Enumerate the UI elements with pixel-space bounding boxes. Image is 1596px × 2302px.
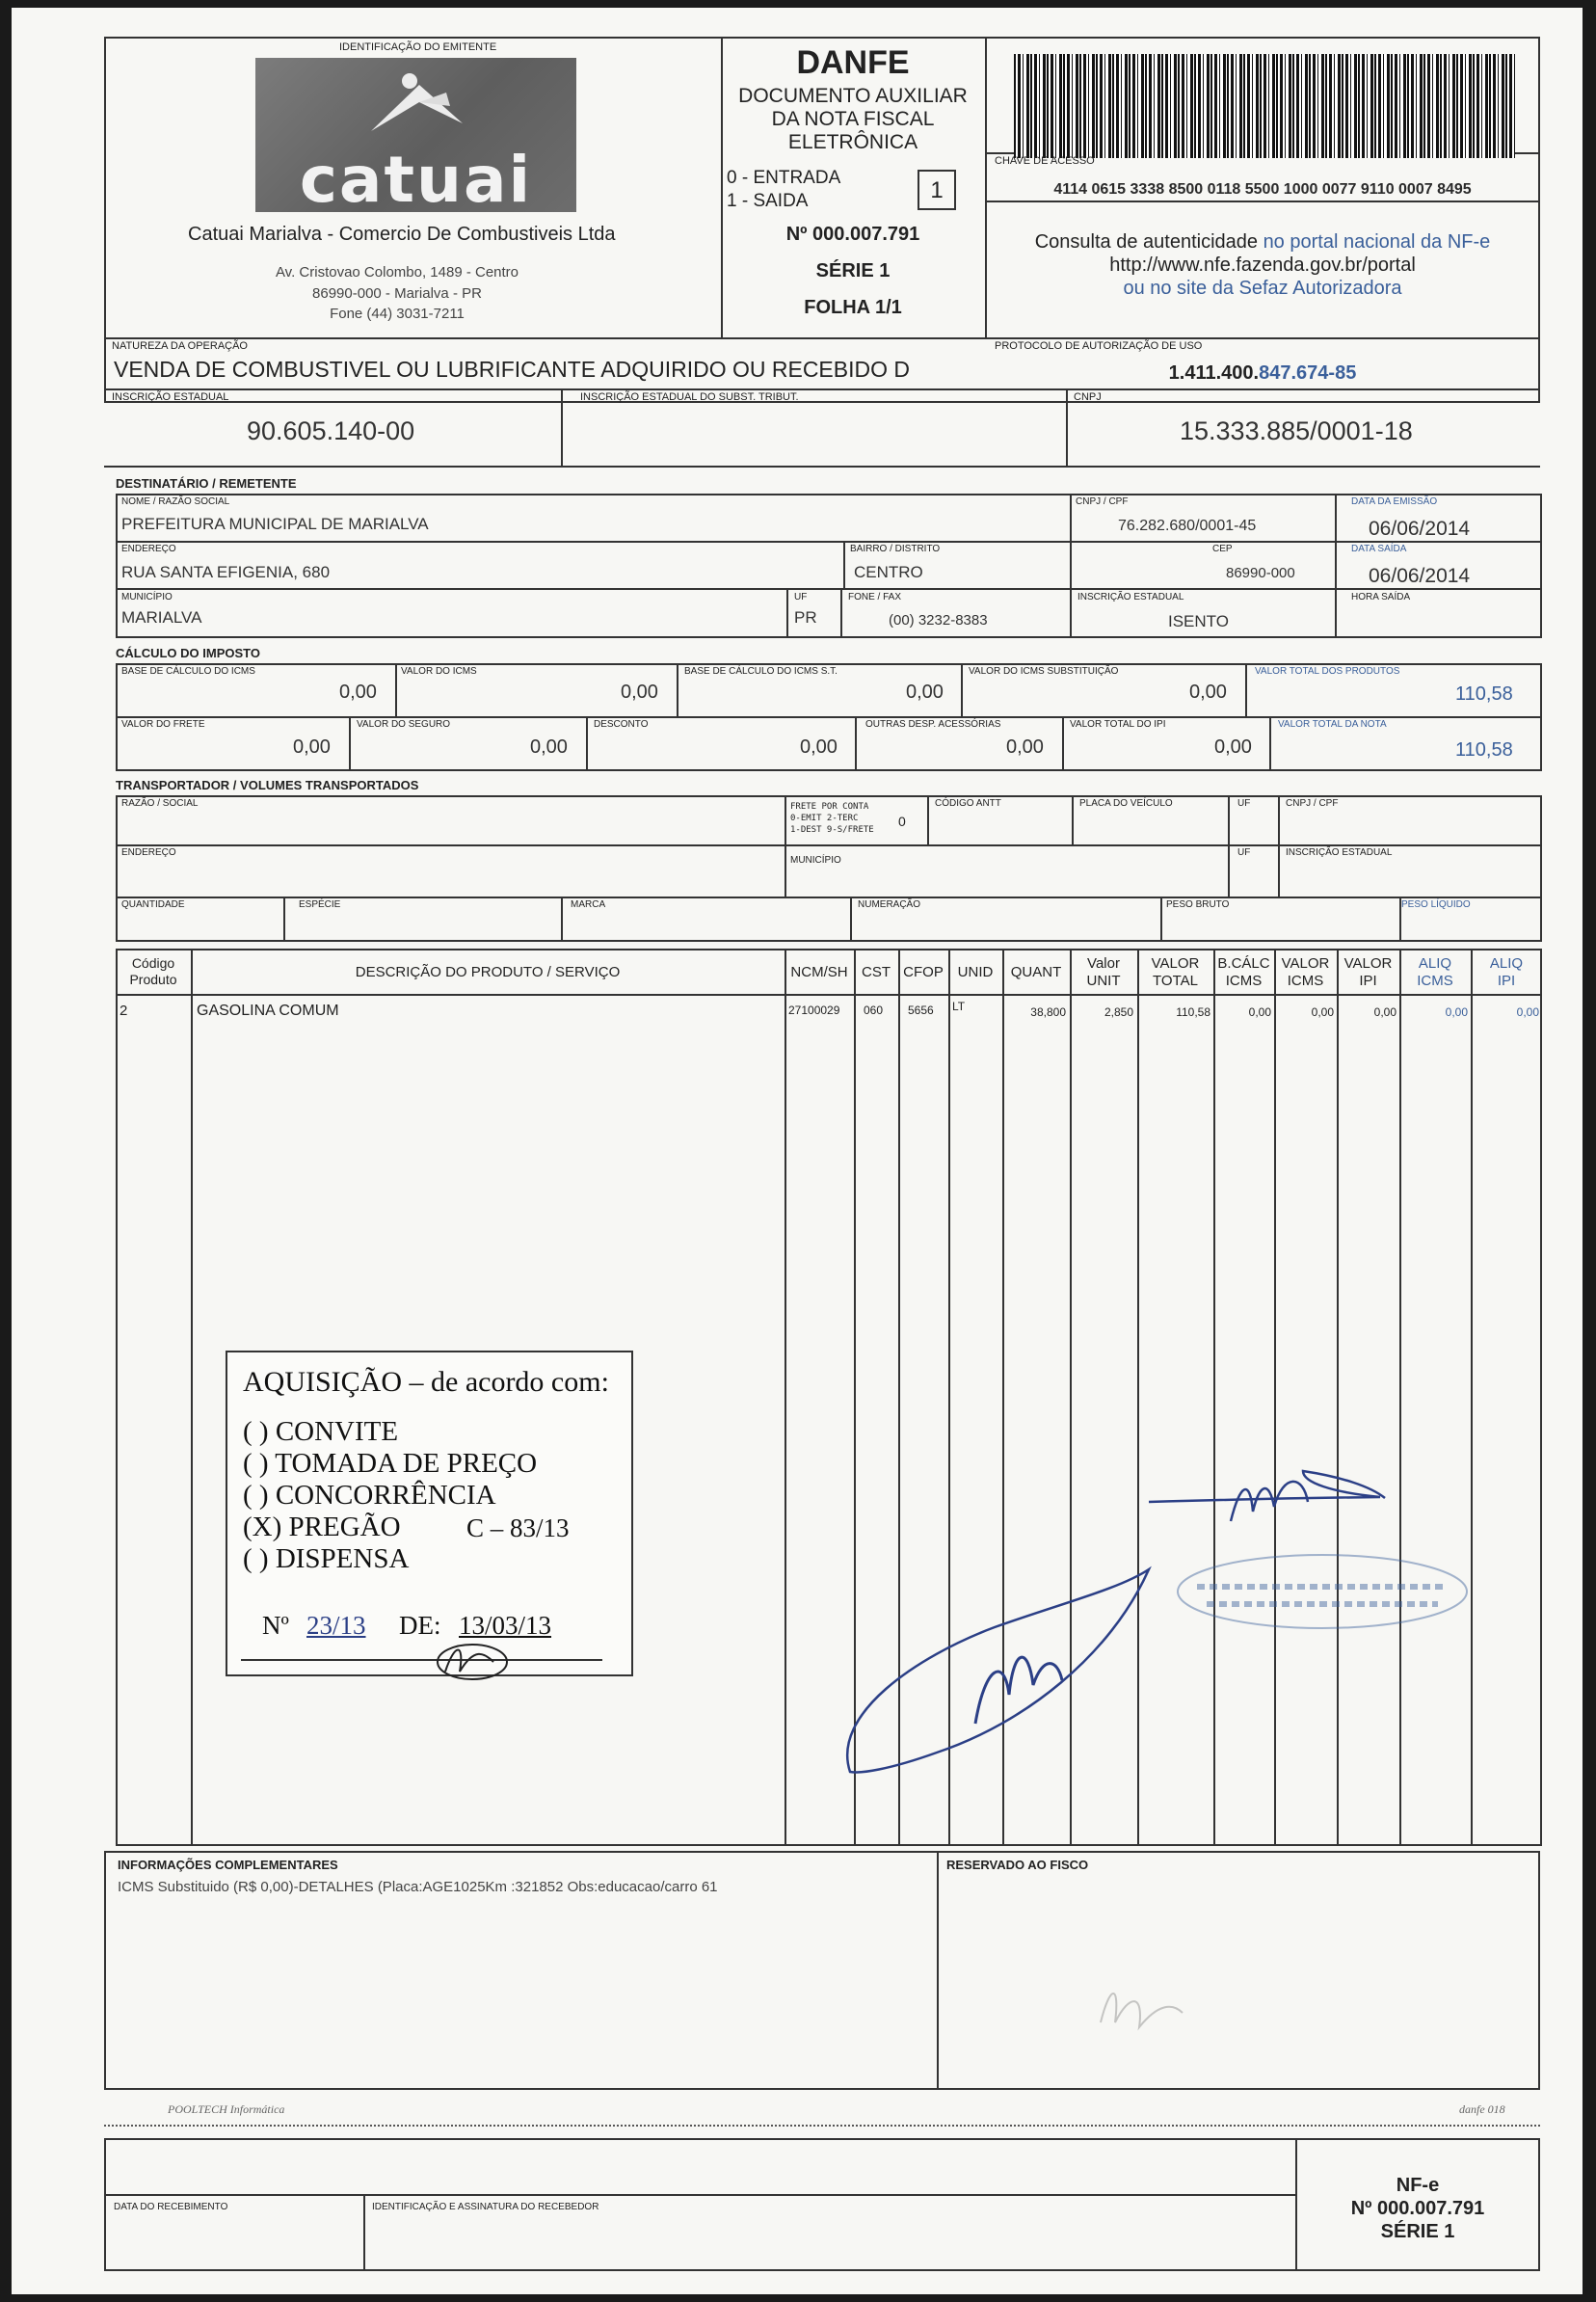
transp-uf2-label: UF [1237, 847, 1251, 858]
imp-base-icms-label: BASE DE CÁLCULO DO ICMS [121, 666, 255, 677]
imp-icms-st-value: 0,00 [1189, 682, 1227, 703]
danfe-title: DANFE [796, 44, 910, 81]
transp-numeracao-label: NUMERAÇÃO [858, 899, 921, 910]
dest-ie-value: ISENTO [1168, 612, 1229, 630]
danfe-serie: SÉRIE 1 [815, 260, 891, 281]
consulta-line-3: ou no site da Sefaz Autorizadora [1123, 278, 1402, 299]
transp-peso-bruto-label: PESO BRUTO [1166, 899, 1230, 910]
cnpj-value: 15.333.885/0001-18 [1180, 416, 1413, 445]
emitente-address-1: Av. Cristovao Colombo, 1489 - Centro [275, 264, 519, 281]
assinatura-label: IDENTIFICAÇÃO E ASSINATURA DO RECEBEDOR [372, 2202, 599, 2212]
col-vicms-1: VALOR [1281, 955, 1330, 972]
transp-frete-line-3: 1-DEST 9-S/FRETE [790, 825, 874, 835]
transp-endereco-label: ENDEREÇO [121, 847, 176, 858]
dest-bairro-label: BAIRRO / DISTRITO [850, 544, 941, 554]
row-vtotal: 110,58 [1176, 1005, 1210, 1019]
dest-municipio-value: MARIALVA [121, 608, 202, 627]
imp-outras-value: 0,00 [1006, 736, 1044, 758]
emitente-section-label: IDENTIFICAÇÃO DO EMITENTE [339, 41, 497, 53]
dest-cnpj-label: CNPJ / CPF [1076, 496, 1129, 507]
danfe-subtitle-1: DOCUMENTO AUXILIAR [738, 85, 968, 107]
consulta-url: http://www.nfe.fazenda.gov.br/portal [1109, 254, 1416, 276]
dest-bairro-value: CENTRO [854, 563, 923, 581]
transp-frete-line-1: FRETE POR CONTA [790, 802, 869, 812]
fisco-label: RESERVADO AO FISCO [946, 1858, 1089, 1872]
imp-total-ipi-label: VALOR TOTAL DO IPI [1070, 719, 1166, 730]
imp-total-nota-value: 110,58 [1455, 739, 1513, 761]
complementares-label: INFORMAÇÕES COMPLEMENTARES [118, 1858, 338, 1872]
col-descricao: DESCRIÇÃO DO PRODUTO / SERVIÇO [355, 964, 621, 980]
nfe-serie: SÉRIE 1 [1380, 2221, 1455, 2242]
imp-total-nota-label: VALOR TOTAL DA NOTA [1278, 719, 1387, 730]
col-vipi-1: VALOR [1343, 955, 1393, 972]
col-aliqipi-2: IPI [1497, 973, 1516, 989]
row-aliqicms: 0,00 [1445, 1005, 1468, 1019]
imposto-section-label: CÁLCULO DO IMPOSTO [116, 646, 260, 660]
imp-base-st-label: BASE DE CÁLCULO DO ICMS S.T. [684, 666, 838, 677]
transp-razao-label: RAZÃO / SOCIAL [121, 798, 199, 809]
protocolo-value-a: 1.411.400. [1168, 362, 1260, 384]
ie-label: INSCRIÇÃO ESTADUAL [112, 391, 229, 403]
dest-saida-value: 06/06/2014 [1369, 565, 1471, 587]
dest-hora-label: HORA SAÍDA [1351, 592, 1411, 602]
col-vipi-2: IPI [1359, 973, 1377, 989]
dest-saida-label: DATA SAÍDA [1351, 544, 1407, 554]
stamp-data-value: 13/03/13 [459, 1611, 552, 1640]
row-bcicms: 0,00 [1248, 1005, 1271, 1019]
dest-fone-value: (00) 3232-8383 [889, 612, 988, 629]
col-unid: UNID [957, 964, 994, 980]
danfe-modelo: danfe 018 [1459, 2102, 1505, 2116]
dest-municipio-label: MUNICÍPIO [121, 592, 173, 602]
imp-seguro-label: VALOR DO SEGURO [357, 719, 451, 730]
stamp-dispensa: ( ) DISPENSA [243, 1543, 410, 1574]
aquisicao-stamp [226, 1351, 633, 1676]
tipo-value: 1 [918, 170, 956, 210]
imp-base-icms-value: 0,00 [339, 682, 377, 703]
chave-label: CHAVE DE ACESSO [995, 155, 1095, 167]
transp-frete-value: 0 [898, 814, 906, 829]
stamp-convite: ( ) CONVITE [243, 1416, 399, 1447]
dest-endereco-value: RUA SANTA EFIGENIA, 680 [121, 563, 331, 581]
imp-outras-label: OUTRAS DESP. ACESSÓRIAS [865, 719, 1001, 730]
stamp-numero-label: Nº [262, 1611, 289, 1640]
row-codigo: 2 [120, 1003, 128, 1019]
dest-nome-label: NOME / RAZÃO SOCIAL [121, 496, 230, 507]
dest-fone-label: FONE / FAX [848, 592, 902, 602]
row-aliqipi: 0,00 [1516, 1005, 1539, 1019]
dest-emissao-value: 06/06/2014 [1369, 518, 1471, 540]
col-cst: CST [862, 964, 891, 980]
dest-ie-label: INSCRIÇÃO ESTADUAL [1077, 592, 1184, 602]
row-vunit: 2,850 [1104, 1005, 1133, 1019]
transp-ie-label: INSCRIÇÃO ESTADUAL [1286, 847, 1393, 858]
protocolo-label: PROTOCOLO DE AUTORIZAÇÃO DE USO [995, 340, 1203, 352]
col-bcicms-1: B.CÁLC [1217, 955, 1270, 972]
transp-especie-label: ESPÉCIE [299, 899, 341, 910]
transp-cnpj-label: CNPJ / CPF [1286, 798, 1339, 809]
protocolo-value-b: 847.674-85 [1259, 362, 1357, 384]
col-aliqipi-1: ALIQ [1489, 955, 1524, 972]
col-vtotal-1: VALOR [1151, 955, 1200, 972]
tipo-entrada: 0 - ENTRADA [727, 168, 841, 188]
catuai-logo [255, 58, 576, 217]
row-unid: LT [952, 1000, 966, 1013]
row-descricao: GASOLINA COMUM [197, 1003, 339, 1019]
transp-uf-label: UF [1237, 798, 1251, 809]
transp-municipio-label: MUNICÍPIO [790, 855, 841, 866]
imp-icms-st-label: VALOR DO ICMS SUBSTITUIÇÃO [969, 666, 1119, 677]
transportador-section-label: TRANSPORTADOR / VOLUMES TRANSPORTADOS [116, 778, 419, 792]
col-vunit-2: UNIT [1086, 973, 1121, 989]
software-credit: POOLTECH Informática [168, 2102, 285, 2116]
stamp-tomada: ( ) TOMADA DE PREÇO [243, 1448, 538, 1479]
danfe-document [12, 8, 1583, 2294]
imp-frete-value: 0,00 [293, 736, 331, 758]
imp-total-produtos-label: VALOR TOTAL DOS PRODUTOS [1255, 666, 1400, 677]
destinatario-section-label: DESTINATÁRIO / REMETENTE [116, 476, 297, 491]
transp-peso-liquido-label: PESO LÍQUIDO [1401, 899, 1471, 910]
logo-wordmark: catuai [299, 143, 533, 217]
chave-value: 4114 0615 3338 8500 0118 5500 1000 0077 9110 0007 8495 [1053, 181, 1472, 198]
col-bcicms-2: ICMS [1225, 973, 1263, 989]
nfe-title: NF-e [1396, 2175, 1440, 2196]
col-vicms-2: ICMS [1287, 973, 1324, 989]
protocolo-value [985, 362, 1540, 385]
row-quant: 38,800 [1030, 1005, 1066, 1019]
ie-st-label: INSCRIÇÃO ESTADUAL DO SUBST. TRIBUT. [580, 391, 799, 403]
consulta-line-1 [985, 231, 1540, 254]
emitente-address-2: 86990-000 - Marialva - PR [312, 285, 482, 302]
dest-uf-label: UF [794, 592, 808, 602]
dest-endereco-label: ENDEREÇO [121, 544, 176, 554]
dest-cep-label: CEP [1212, 544, 1233, 554]
emitente-phone: Fone (44) 3031-7211 [330, 306, 465, 322]
row-vicms: 0,00 [1311, 1005, 1334, 1019]
natureza-value: VENDA DE COMBUSTIVEL OU LUBRIFICANTE ADQUIRIDO OU RECEBIDO D [114, 357, 911, 382]
stamp-data-label: DE: [399, 1611, 441, 1640]
imp-seguro-value: 0,00 [530, 736, 568, 758]
initials-mark [426, 1633, 513, 1691]
danfe-folha: FOLHA 1/1 [804, 297, 902, 318]
imp-total-ipi-value: 0,00 [1214, 736, 1252, 758]
dest-cep-value: 86990-000 [1226, 565, 1295, 581]
signature-1 [831, 1550, 1178, 1781]
stamp-pregao-ref: C – 83/13 [466, 1513, 570, 1542]
consulta-line-1a: Consulta de autenticidade [1034, 231, 1264, 253]
dest-uf-value: PR [794, 608, 817, 627]
natureza-label: NATUREZA DA OPERAÇÃO [112, 340, 248, 352]
imp-valor-icms-value: 0,00 [621, 682, 658, 703]
stamp-numero-value: 23/13 [306, 1611, 366, 1640]
col-cfop: CFOP [903, 964, 944, 980]
col-aliqicms-2: ICMS [1417, 973, 1453, 989]
transp-frete-line-2: 0-EMIT 2-TERC [790, 814, 859, 823]
transp-placa-label: PLACA DO VEÍCULO [1079, 798, 1173, 809]
col-ncm: NCM/SH [790, 964, 848, 980]
col-codigo-2: Produto [129, 972, 177, 987]
consulta-line-1b: no portal nacional da NF-e [1263, 231, 1491, 253]
imp-total-produtos-value: 110,58 [1455, 683, 1513, 705]
handwritten-mark [1091, 1965, 1207, 2042]
imp-base-st-value: 0,00 [906, 682, 944, 703]
dest-cnpj-value: 76.282.680/0001-45 [1118, 518, 1257, 534]
transp-quantidade-label: QUANTIDADE [121, 899, 185, 910]
stamp-pregao: (X) PREGÃO [243, 1512, 401, 1542]
imp-valor-icms-label: VALOR DO ICMS [401, 666, 477, 677]
row-cfop: 5656 [908, 1004, 934, 1017]
dest-nome-value: PREFEITURA MUNICIPAL DE MARIALVA [121, 515, 429, 533]
stamp-illegible [1168, 1548, 1476, 1635]
row-cst: 060 [864, 1004, 884, 1017]
ie-value: 90.605.140-00 [247, 416, 415, 445]
danfe-subtitle-3: ELETRÔNICA [787, 131, 918, 153]
col-aliqicms-1: ALIQ [1418, 955, 1452, 972]
col-vunit-1: Valor [1087, 955, 1120, 972]
barcode [1014, 54, 1515, 158]
imp-desconto-value: 0,00 [800, 736, 838, 758]
stamp-concorrencia: ( ) CONCORRÊNCIA [243, 1480, 496, 1511]
imp-desconto-label: DESCONTO [594, 719, 649, 730]
row-ncm: 27100029 [788, 1004, 840, 1017]
data-recebimento-label: DATA DO RECEBIMENTO [114, 2202, 228, 2212]
emitente-name: Catuai Marialva - Comercio De Combustiveis Ltda [188, 224, 616, 245]
imp-frete-label: VALOR DO FRETE [121, 719, 205, 730]
danfe-subtitle-2: DA NOTA FISCAL [771, 108, 935, 130]
transp-antt-label: CÓDIGO ANTT [935, 798, 1001, 809]
transp-marca-label: MARCA [571, 899, 606, 910]
stamp-title: AQUISIÇÃO – de acordo com: [243, 1366, 609, 1398]
nfe-numero: Nº 000.007.791 [1350, 2198, 1485, 2219]
col-codigo-1: Código [131, 955, 175, 971]
tipo-saida: 1 - SAIDA [727, 191, 809, 211]
cnpj-label: CNPJ [1074, 391, 1102, 403]
dest-emissao-label: DATA DA EMISSÃO [1351, 496, 1438, 507]
danfe-numero: Nº 000.007.791 [785, 224, 920, 245]
complementares-text: ICMS Substituido (R$ 0,00)-DETALHES (Placa:AGE1025Km :321852 Obs:educacao/carro 61 [118, 1879, 718, 1895]
col-vtotal-2: TOTAL [1153, 973, 1198, 989]
col-quant: QUANT [1010, 964, 1062, 980]
row-vipi: 0,00 [1373, 1005, 1396, 1019]
